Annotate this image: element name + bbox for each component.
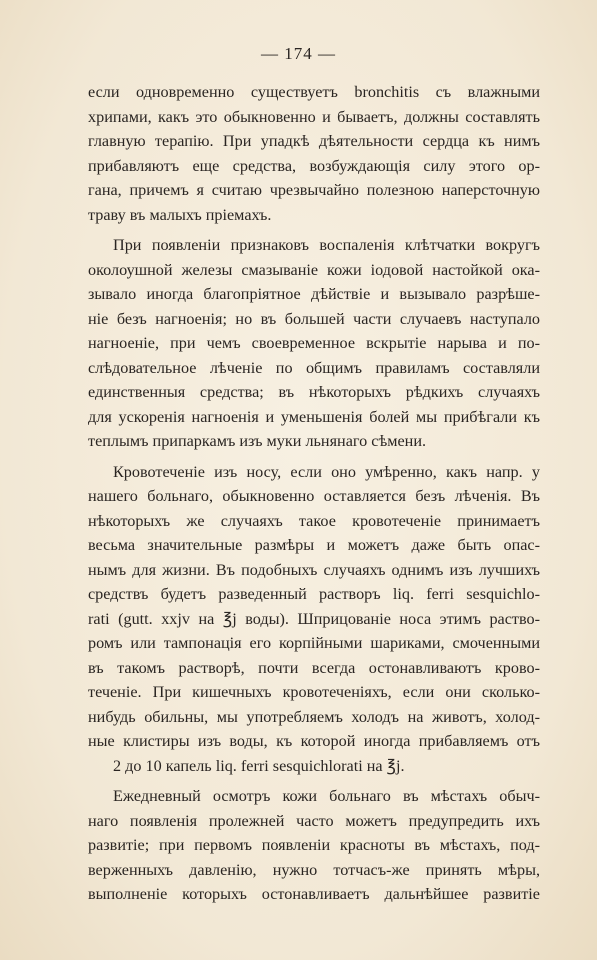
text-line: единственныя средства; въ нѣкоторыхъ рѣдкихъ случаяхъ: [88, 383, 540, 401]
text-line: нибудь обильны, мы употребляемъ холодъ на животъ, холод-: [88, 707, 540, 726]
text-line: ромъ или тампонація его корпійными шариками, смоченными: [88, 634, 540, 652]
text-line: выполненіе которыхъ остонавливаетъ дальнѣйшее развитіе: [88, 885, 540, 903]
text-line: нагноеніе, при чемъ своевременное вскрытіе нарыва и по-: [88, 334, 540, 352]
text-line: главную терапію. При упадкѣ дѣятельности сердца къ нимъ: [88, 132, 540, 150]
text-line: При появленіи признаковъ воспаленія клѣтчатки вокругъ: [113, 236, 540, 254]
text-line: весьма значительные размѣры и можетъ даже быть опас-: [88, 536, 540, 554]
text-line: гана, причемъ я считаю чрезвычайно полезною наперсточную: [88, 181, 540, 199]
text-line: ніе безъ нагноенія; но въ большей части случаевъ наступало: [88, 309, 540, 328]
text-line: теченіе. При кишечныхъ кровотеченіяхъ, если они сколько-: [88, 683, 540, 701]
text-line: для ускоренія нагноенія и уменьшенія болей мы прибѣгали къ: [88, 407, 540, 426]
text-line: прибавляютъ еще средства, возбуждающія силу этого ор-: [88, 156, 540, 175]
text-line: Кровотеченіе изъ носу, если оно умѣренно, какъ напр. у: [113, 462, 540, 481]
text-line: наго появленія пролежней часто можетъ предупредить ихъ: [88, 811, 540, 830]
text-line: слѣдовательное лѣченіе по общимъ правиламъ составляли: [88, 358, 540, 377]
paragraph: [88, 460, 540, 779]
text-line: траву въ малыхъ пріемахъ.: [88, 205, 272, 224]
text-line: средствъ будетъ разведенный растворъ liq. ferri sesquichlo-: [88, 585, 540, 603]
text-line: нѣкоторыхъ же случаяхъ такое кровотеченіе принимаетъ: [88, 511, 540, 530]
text-line: нашего больнаго, обыкновенно оставляется безъ лѣченія. Въ: [88, 487, 540, 505]
text-line: околоушной железы смазываніе кожи іодовой настойкой ока-: [88, 260, 540, 279]
paragraph: [88, 80, 540, 227]
paragraph: [88, 784, 540, 907]
text-line: верженныхъ давленію, нужно тотчасъ-же принять мѣры,: [88, 860, 540, 879]
text-line: теплымъ припаркамъ изъ муки льнянаго сѣмени.: [88, 432, 427, 450]
text-line: хрипами, какъ это обыкновенно и бываетъ, должны составлять: [88, 107, 540, 126]
page-number: — 174 —: [261, 44, 336, 63]
text-line: если одновременно существуетъ bronchitis съ влажными: [88, 83, 540, 101]
text-line: ные клистиры изъ воды, къ которой иногда прибавляемъ отъ: [88, 732, 540, 750]
text-line: Ежедневный осмотръ кожи больнаго въ мѣстахъ обыч-: [113, 787, 540, 805]
text-line: въ такомъ растворѣ, почти всегда остонавливаютъ крово-: [88, 658, 540, 677]
text-line: нымъ для жизни. Въ подобныхъ случаяхъ однимъ изъ лучшихъ: [88, 560, 540, 579]
page-body-text: [88, 80, 540, 907]
text-line: rati (gutt. xxjv на ℥j воды). Шприцованіе носа этимъ раство-: [88, 609, 540, 628]
text-line: 2 до 10 капель liq. ferri sesquichlorati на ℥j.: [113, 756, 405, 775]
text-line: зывало иногда благопріятное дѣйствіе и вызывало разрѣше-: [88, 285, 540, 303]
paragraph: [88, 233, 540, 454]
text-line: развитіе; при первомъ появленіи красноты въ мѣстахъ, под-: [88, 836, 540, 854]
